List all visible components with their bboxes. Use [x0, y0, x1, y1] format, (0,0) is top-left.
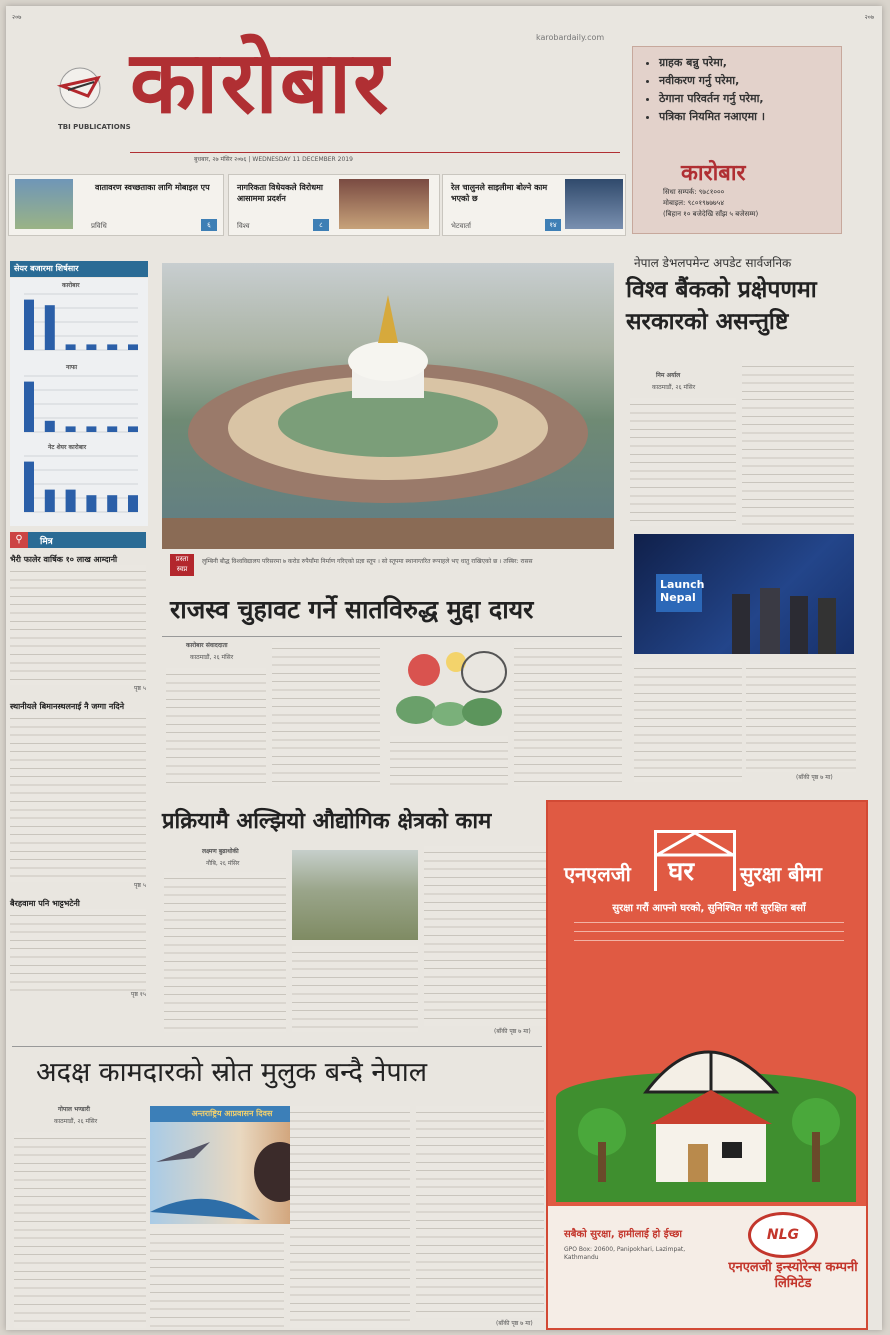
chart-bar: [45, 490, 55, 512]
umbrella-house-illustration: [556, 972, 856, 1202]
workers-column: [14, 1132, 146, 1328]
chart-title: कारोबार: [62, 282, 80, 289]
ad-address: GPO Box: 20600, Panipokhari, Lazimpat, Kathmandu: [564, 1246, 686, 1261]
industry-continued: (बाँकी पृष्ठ ७ मा): [494, 1028, 531, 1035]
brief-body: [10, 909, 146, 991]
brief-body: [10, 712, 146, 882]
chart-bar: [66, 344, 76, 350]
industry-byline: लक्ष्मण बुढाथोकी: [202, 848, 239, 855]
nlg-logo: NLG: [748, 1212, 818, 1258]
divider: [12, 1046, 542, 1047]
photo-caption: लुम्बिनी बौद्ध विश्वविद्यालय परिसरमा ७ करोड रुपैयाँमा निर्माण गरिएको प्रज्ञा स्तूप । सो स्तूपमा स्थानाग्तरित रूपाहले भए धातु राखिएको छ । तस्बिर: रासस: [202, 558, 533, 565]
brief-body: [10, 565, 146, 685]
page-number-left: २०७: [12, 14, 22, 21]
workers-byline: गोपाल भण्डारी: [58, 1106, 90, 1113]
promo-image: [339, 179, 429, 229]
chart-bar: [45, 305, 55, 350]
promo-text: वातावरण स्वच्छताका लागि मोबाइल एप: [95, 183, 210, 192]
mitra-briefs: [10, 554, 146, 999]
workers-place: काठमाडौं, २६ मंसिर: [54, 1118, 98, 1125]
world-bank-continued: (बाँकी पृष्ठ ७ मा): [796, 774, 833, 781]
revenue-byline: कारोबार संवाददाता: [186, 642, 228, 649]
divider: [162, 636, 622, 637]
industry-place: नौबि, २६ मंसिर: [206, 860, 240, 867]
publisher-name: TBI PUBLICATIONS: [58, 123, 131, 131]
promo-image: [15, 179, 73, 229]
subscription-item: • नवीकरण गर्नु परेमा,: [659, 73, 841, 88]
revenue-place: काठमाडौं, २६ मंसिर: [190, 654, 234, 661]
chart-bar: [24, 300, 34, 350]
promo-page: ६: [201, 219, 217, 231]
revenue-column: [390, 736, 508, 786]
world-bank-column: [630, 398, 736, 526]
promo-item: [442, 174, 626, 236]
date-line: बुधबार, २७ मंसिर २०७६ | WEDNESDAY 11 DECEMBER 2019: [194, 156, 353, 163]
tbi-logo: [48, 66, 112, 126]
ad-body-text: [574, 916, 844, 942]
subscription-box: [632, 46, 842, 234]
chart-bar: [86, 426, 96, 432]
chart-bar: [128, 426, 138, 432]
chart-bar: [45, 421, 55, 432]
subscription-item: • पत्रिका नियमित नआएमा ।: [659, 109, 841, 124]
workers-column: [150, 1228, 284, 1328]
revenue-headline: राजस्व चुहावट गर्ने सातविरुद्ध मुद्दा दायर: [170, 595, 534, 624]
money-bags-illustration: [386, 644, 516, 730]
world-bank-place: काठमाडौं, २६ मंसिर: [652, 384, 696, 391]
share-chart-1: [18, 292, 144, 356]
chart-bar: [107, 426, 117, 432]
launch-photo: [634, 534, 854, 654]
mitra-header: [10, 532, 146, 548]
share-chart-3: [18, 454, 144, 518]
photo-label-line: स्वप्न: [176, 565, 188, 573]
chart-bar: [66, 426, 76, 432]
share-chart-panel: [10, 278, 148, 526]
share-sidebar-title: सेयर बजारमा शिर्षसार: [10, 261, 148, 277]
nlg-advertisement: [546, 800, 868, 1330]
photo-label: [170, 554, 194, 576]
promo-item: [8, 174, 224, 236]
chart-bar: [128, 495, 138, 512]
industry-photo: [292, 850, 418, 940]
subscription-item: • ग्राहक बन्नु परेमा,: [659, 55, 841, 70]
brief-page: पृष्ठ ५: [134, 685, 146, 692]
industry-column: [164, 872, 286, 1032]
world-bank-column: [746, 662, 856, 772]
promo-category: विश्व: [237, 222, 250, 230]
ad-title-right: सुरक्षा बीमा: [740, 862, 822, 886]
brief-page: पृष्ठ १५: [130, 991, 146, 998]
ad-title-left: एनएलजी: [564, 862, 631, 886]
website: karobardaily.com: [536, 33, 605, 42]
brief-title: बैरहवामा पनि भाट्टभटेनी: [10, 899, 80, 908]
chart-bar: [24, 382, 34, 432]
world-bank-byline: निम अर्याल: [656, 372, 681, 379]
promo-category: प्रविधि: [91, 222, 107, 230]
ad-tagline: सुरक्षा गरौं आफ्नो घरको, सुनिश्चित गरौं सुरक्षित बसाँ: [612, 903, 806, 914]
share-chart-2: [18, 374, 144, 438]
brief-title: भैरी फालेर वार्षिक १० लाख आम्दानी: [10, 555, 118, 564]
chart-bar: [107, 344, 117, 350]
search-icon: ⚲: [10, 532, 28, 548]
world-bank-column: [634, 662, 742, 782]
revenue-column: [166, 668, 266, 786]
promo-item: [228, 174, 440, 236]
workers-column: [290, 1106, 410, 1328]
chart-bar: [86, 495, 96, 512]
contact-line: (बिहान १० बजेदेखि साँझ ५ बजेसम्म): [663, 210, 759, 218]
industry-column: [292, 946, 418, 1032]
chart-title: नाफा: [66, 364, 78, 371]
ad-company-name: एनएलजी इन्स्योरेन्स कम्पनी लिमिटेड: [728, 1260, 858, 1291]
chart-bar: [66, 490, 76, 512]
launch-banner-text: Launch Nepal: [656, 574, 702, 612]
world-bank-column: [742, 360, 854, 526]
chart-title: नेट शेयर कारोबार: [48, 444, 87, 451]
stupa-photo: [162, 263, 614, 549]
workers-column: [416, 1106, 544, 1318]
brief-title: स्थानीयले बिमानस्थलनाई नै जग्गा नदिने: [10, 702, 125, 711]
chart-bar: [24, 462, 34, 512]
subscription-list: [633, 55, 841, 124]
house-outline-icon: [654, 830, 736, 891]
masthead-title: कारोबार: [130, 33, 391, 133]
subscription-brand: कारोबार: [681, 161, 746, 186]
brief-page: पृष्ठ ५: [134, 882, 146, 889]
promo-image: [565, 179, 623, 229]
masthead-rule: [130, 152, 620, 153]
workers-continued: (बाँकी पृष्ठ ७ मा): [496, 1320, 533, 1327]
chart-bar: [128, 344, 138, 350]
ad-title-mid: घर: [668, 857, 695, 887]
mitra-label: मित्र: [40, 537, 53, 547]
subscription-item: • ठेगाना परिवर्तन गर्नु परेमा,: [659, 91, 841, 106]
migration-graphic-title: अन्तराष्ट्रिय आप्रवासन दिवस: [150, 1106, 314, 1122]
revenue-column: [514, 642, 622, 786]
subscription-contact: [663, 187, 758, 220]
revenue-column: [272, 642, 380, 786]
contact-line: सिधा सम्पर्क: ९७८१०००: [663, 188, 725, 196]
world-bank-headline: विश्व बैंकको प्रक्षेपणमा सरकारको असन्तुष्टि: [626, 276, 817, 335]
promo-text: नागरिकता विधेयकले विरोधमा आसाममा प्रदर्शन: [237, 183, 323, 203]
promo-text: रेल चालुनले साइलीमा बोल्ने काम भएको छ: [451, 183, 548, 203]
workers-headline: अदक्ष कामदारको स्रोत मुलुक बन्दै नेपाल: [36, 1057, 428, 1088]
promo-category: भेटवार्ता: [451, 222, 471, 230]
page-number-right: २०७: [864, 14, 874, 21]
promo-page: ८: [313, 219, 329, 231]
newspaper-page: [6, 6, 882, 1330]
ad-footer-slogan: सबैको सुरक्षा, हामीलाई हो ईच्छा: [564, 1229, 682, 1240]
photo-label-line: प्रस्ता: [175, 555, 189, 563]
contact-line: मोबाइल: ९८०१९७७७५४: [663, 199, 724, 207]
promo-page: १४: [545, 219, 561, 231]
industry-headline: प्रक्रियामै अल्झियो औद्योगिक क्षेत्रको काम: [162, 808, 492, 834]
world-bank-kicker: नेपाल डेभलपमेन्ट अपडेट सार्वजनिक: [634, 256, 792, 270]
chart-bar: [86, 344, 96, 350]
industry-column: [424, 846, 546, 1026]
chart-bar: [107, 495, 117, 512]
